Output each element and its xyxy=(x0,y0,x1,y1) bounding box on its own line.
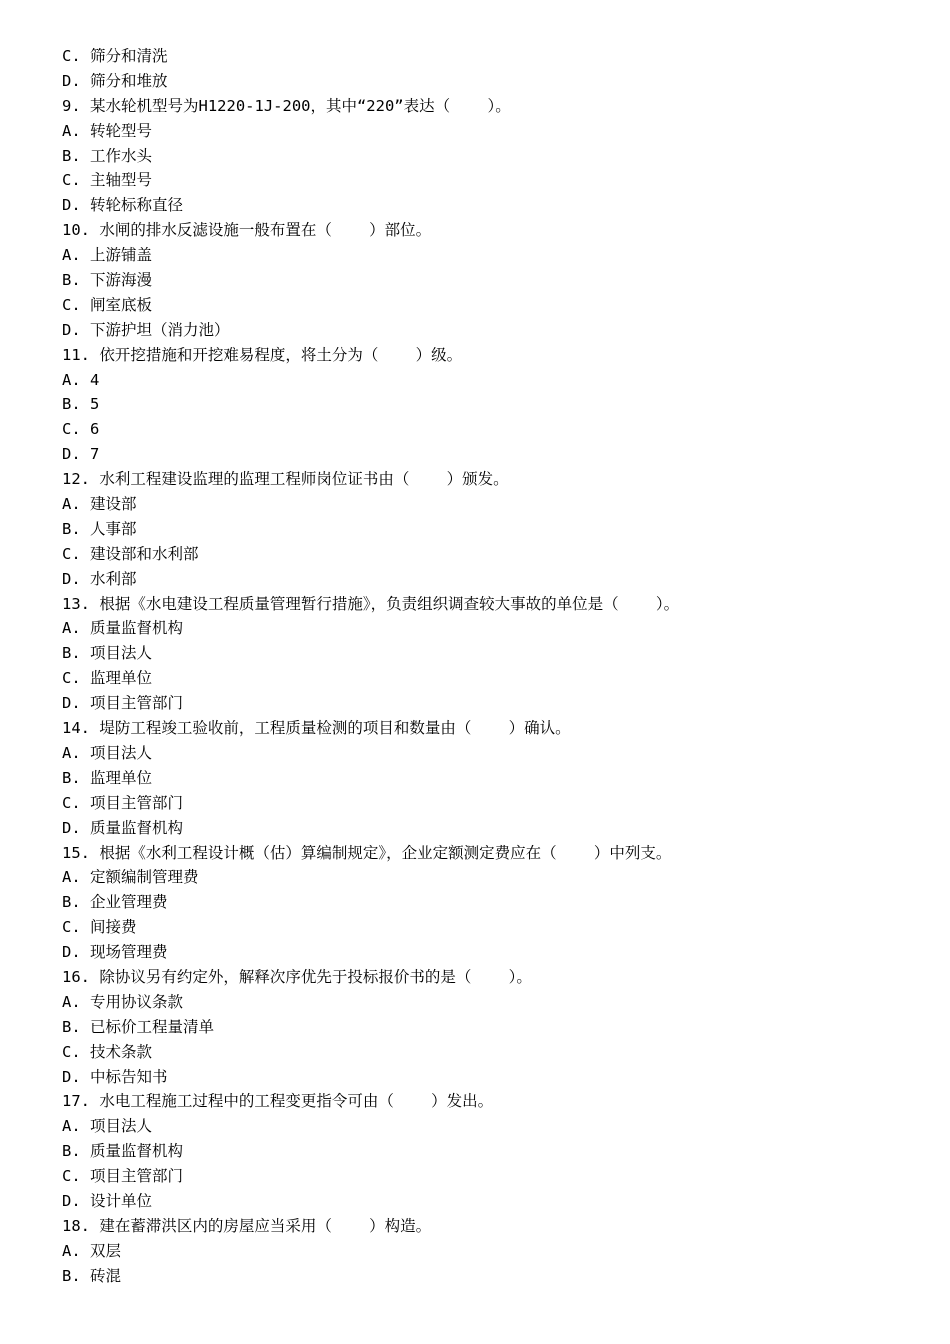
option-b-q17: B. 质量监督机构 xyxy=(62,1142,183,1161)
question-13: 13. 根据《水电建设工程质量管理暂行措施》，负责组织调查较大事故的单位是（ ）。 xyxy=(62,594,680,613)
question-9: 9. 某水轮机型号为H1220-1J-200，其中“220”表达（ ）。 xyxy=(62,96,511,115)
option-a-q11: A. 4 xyxy=(62,370,100,389)
option-c-q13: C. 监理单位 xyxy=(62,669,152,688)
option-c-q17: C. 项目主管部门 xyxy=(62,1167,183,1186)
option-a-q10: A. 上游铺盖 xyxy=(62,246,152,265)
option-a-q9: A. 转轮型号 xyxy=(62,121,152,140)
option-d-q13: D. 项目主管部门 xyxy=(62,694,183,713)
option-a-q18: A. 双层 xyxy=(62,1241,121,1260)
option-c-q16: C. 技术条款 xyxy=(62,1042,152,1061)
option-b-q18: B. 砖混 xyxy=(62,1266,121,1285)
option-a-q14: A. 项目法人 xyxy=(62,743,152,762)
option-c-q14: C. 项目主管部门 xyxy=(62,793,183,812)
option-c-q11: C. 6 xyxy=(62,420,100,439)
option-b-q13: B. 项目法人 xyxy=(62,644,152,663)
option-a-q17: A. 项目法人 xyxy=(62,1117,152,1136)
option-c-q15: C. 间接费 xyxy=(62,918,137,937)
option-d-q17: D. 设计单位 xyxy=(62,1191,152,1210)
option-d-q12: D. 水利部 xyxy=(62,569,137,588)
question-12: 12. 水利工程建设监理的监理工程师岗位证书由（ ）颁发。 xyxy=(62,470,509,489)
option-d-q9: D. 转轮标称直径 xyxy=(62,196,183,215)
option-c-q8: C. 筛分和清洗 xyxy=(62,47,168,65)
option-a-q13: A. 质量监督机构 xyxy=(62,619,183,638)
option-a-q15: A. 定额编制管理费 xyxy=(62,868,199,887)
option-b-q9: B. 工作水头 xyxy=(62,146,152,165)
option-b-q16: B. 已标价工程量清单 xyxy=(62,1017,214,1036)
option-d-q15: D. 现场管理费 xyxy=(62,943,168,962)
option-c-q9: C. 主轴型号 xyxy=(62,171,152,190)
question-11: 11. 依开挖措施和开挖难易程度，将土分为（ ）级。 xyxy=(62,345,463,364)
question-18: 18. 建在蓄滞洪区内的房屋应当采用（ ）构造。 xyxy=(62,1216,432,1235)
option-b-q14: B. 监理单位 xyxy=(62,768,152,787)
option-b-q15: B. 企业管理费 xyxy=(62,893,168,912)
option-d-q16: D. 中标告知书 xyxy=(62,1067,168,1086)
option-b-q11: B. 5 xyxy=(62,395,100,414)
option-b-q12: B. 人事部 xyxy=(62,519,137,538)
option-d-q11: D. 7 xyxy=(62,445,100,464)
question-10: 10. 水闸的排水反滤设施一般布置在（ ）部位。 xyxy=(62,221,432,240)
question-15: 15. 根据《水利工程设计概（估）算编制规定》，企业定额测定费应在（ ）中列支。 xyxy=(62,843,672,862)
option-a-q16: A. 专用协议条款 xyxy=(62,992,183,1011)
option-d-q10: D. 下游护坦（消力池） xyxy=(62,320,230,339)
question-14: 14. 堤防工程竣工验收前，工程质量检测的项目和数量由（ ）确认。 xyxy=(62,719,571,738)
option-c-q12: C. 建设部和水利部 xyxy=(62,544,199,563)
option-c-q10: C. 闸室底板 xyxy=(62,295,152,314)
document-page xyxy=(62,44,922,1289)
option-d-q14: D. 质量监督机构 xyxy=(62,818,183,837)
option-a-q12: A. 建设部 xyxy=(62,495,137,514)
option-b-q10: B. 下游海漫 xyxy=(62,271,152,290)
question-16: 16. 除协议另有约定外，解释次序优先于投标报价书的是（ ）。 xyxy=(62,967,532,986)
option-d-q8: D. 筛分和堆放 xyxy=(62,71,168,90)
question-17: 17. 水电工程施工过程中的工程变更指令可由（ ）发出。 xyxy=(62,1092,494,1111)
